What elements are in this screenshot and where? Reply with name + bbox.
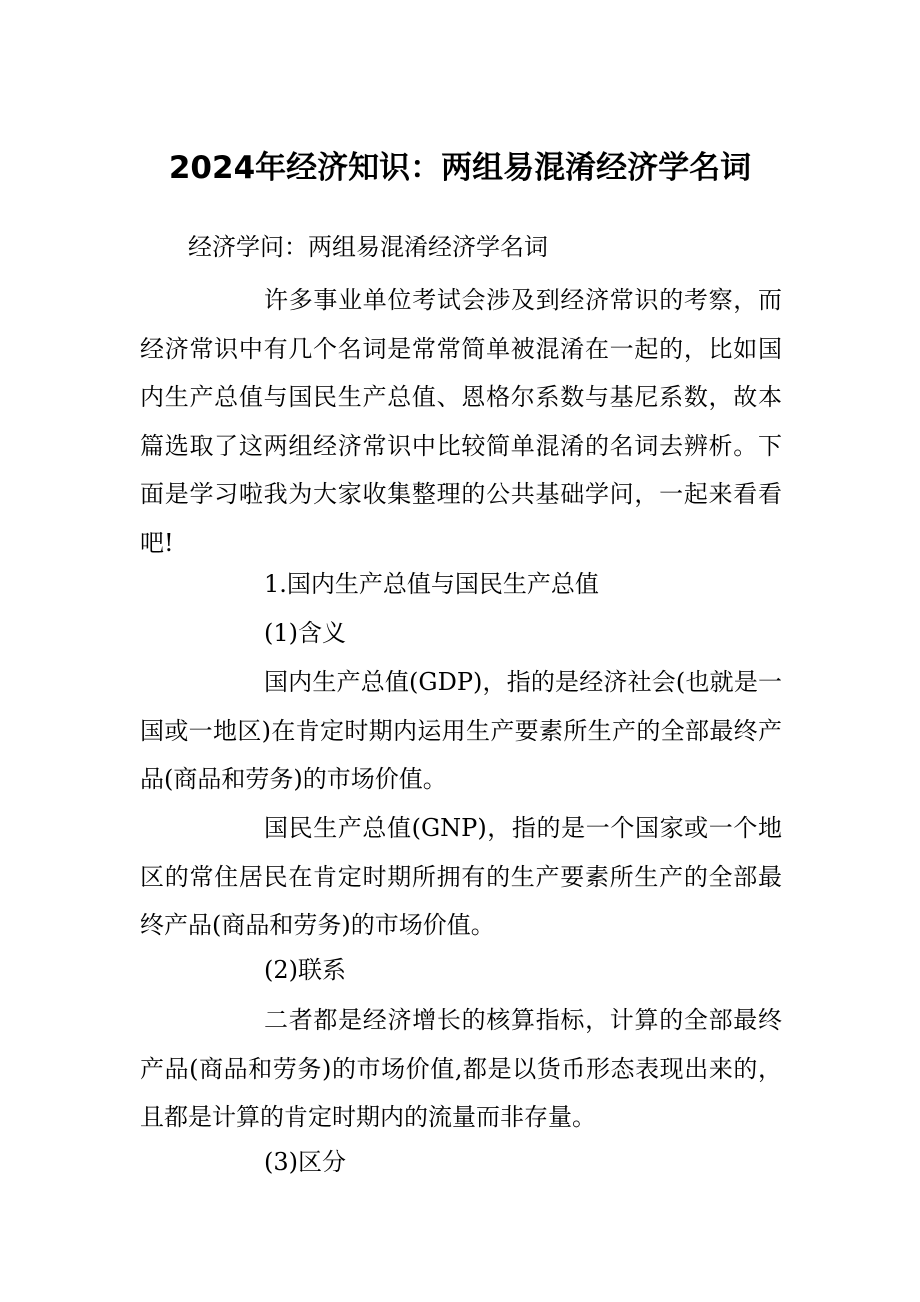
document-title: 2024年经济知识：两组易混淆经济学名词 bbox=[168, 150, 752, 186]
gdp-paragraph: 国内生产总值(GDP)，指的是经济社会(也就是一国或一地区)在肯定时期内运用生产要素所生产的全部最终产品(商品和劳务)的市场价值。 bbox=[140, 668, 782, 793]
subheading-difference: (3)区分 bbox=[264, 1148, 346, 1176]
intro-paragraph: 许多事业单位考试会涉及到经济常识的考察，而经济常识中有几个名词是常常简单被混淆在一起的，比如国内生产总值与国民生产总值、恩格尔系数与基尼系数，故本篇选取了这两组经济常识中比较简单混淆的名词去辨析。下面是学习啦我为大家收集整理的公共基础学问，一起来看看吧! bbox=[140, 286, 782, 557]
subtitle: 经济学问：两组易混淆经济学名词 bbox=[188, 233, 548, 261]
section-heading-gdp-gnp: 1.国内生产总值与国民生产总值 bbox=[264, 570, 599, 598]
gnp-paragraph: 国民生产总值(GNP)，指的是一个国家或一个地区的常住居民在肯定时期所拥有的生产要素所生产的全部最终产品(商品和劳务)的市场价值。 bbox=[140, 814, 782, 939]
subheading-relation: (2)联系 bbox=[264, 956, 346, 984]
relation-paragraph: 二者都是经济增长的核算指标，计算的全部最终产品(商品和劳务)的市场价值,都是以货币形态表现出来的，且都是计算的肯定时期内的流量而非存量。 bbox=[140, 1006, 782, 1131]
subheading-meaning: (1)含义 bbox=[264, 619, 346, 647]
